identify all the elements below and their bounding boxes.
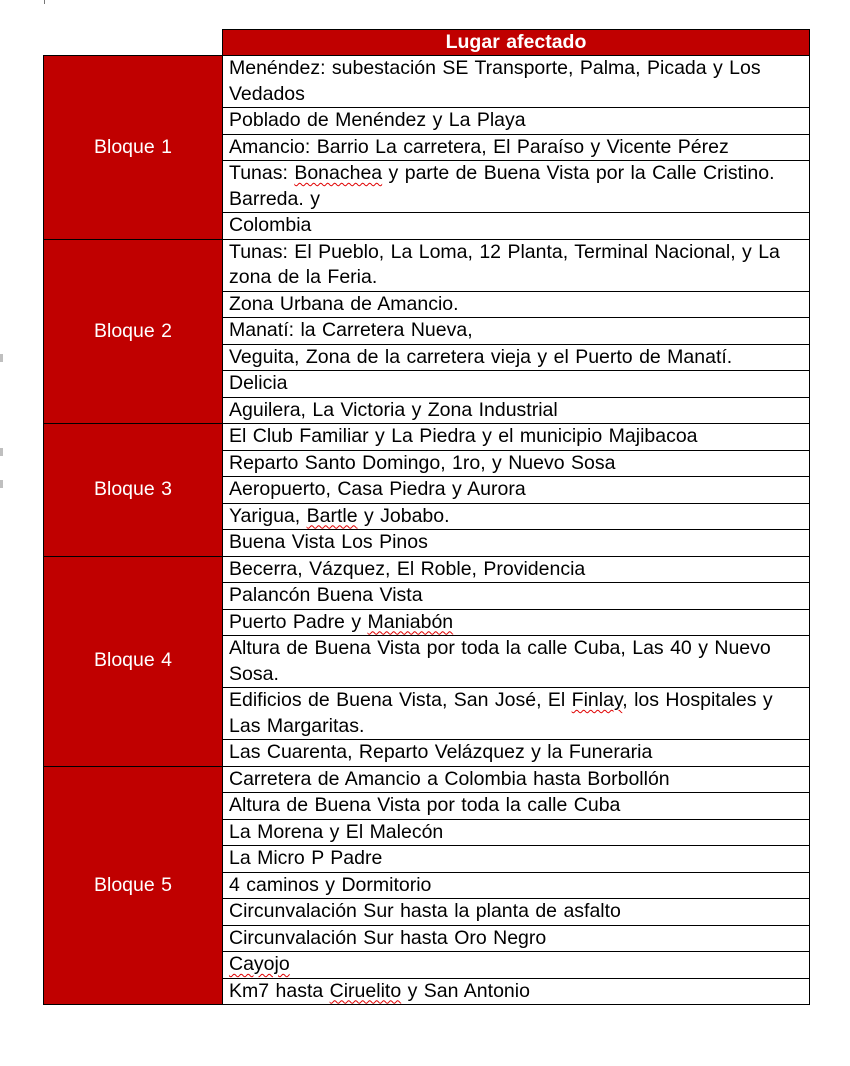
misspelled-word: Maniabón [367, 610, 454, 633]
place-cell: Altura de Buena Vista por toda la calle Cuba [223, 793, 810, 820]
misspelled-word: Finlay [571, 689, 623, 711]
place-cell [223, 609, 810, 636]
place-text-segment: y parte de Buena Vista por la Calle Cristino. Barreda. y [229, 162, 775, 210]
place-cell: El Club Familiar y La Piedra y el municipio Majibacoa [223, 424, 810, 451]
header-row [44, 30, 810, 56]
margin-tick [0, 448, 3, 456]
table-row [44, 56, 810, 108]
place-cell: Circunvalación Sur hasta la planta de asfalto [223, 899, 810, 926]
place-cell: Buena Vista Los Pinos [223, 530, 810, 557]
place-cell: Amancio: Barrio La carretera, El Paraíso y Vicente Pérez [223, 134, 810, 161]
misspelled-word: Ciruelito [329, 979, 402, 1002]
place-cell: Delicia [223, 371, 810, 398]
table-row [44, 239, 810, 291]
place-cell: Altura de Buena Vista por toda la calle Cuba, Las 40 y Nuevo Sosa. [223, 636, 810, 688]
place-cell: Circunvalación Sur hasta Oro Negro [223, 925, 810, 952]
place-cell: Veguita, Zona de la carretera vieja y el Puerto de Manatí. [223, 344, 810, 371]
empty-corner-cell [44, 30, 223, 56]
table-body [44, 56, 810, 1005]
misspelled-word: Bonachea [294, 162, 383, 184]
place-text-segment: y San Antonio [401, 979, 530, 1002]
margin-tick [0, 354, 3, 362]
place-text-segment: Puerto Padre y [229, 610, 368, 633]
margin-tick [0, 480, 3, 488]
place-cell: Tunas: El Pueblo, La Loma, 12 Planta, Terminal Nacional, y La zona de la Feria. [223, 239, 810, 291]
table-row [44, 424, 810, 451]
block-label-cell: Bloque 4 [44, 556, 223, 766]
table-row [44, 766, 810, 793]
place-text-segment: Edificios de Buena Vista, San José, El [229, 689, 572, 711]
block-label-cell: Bloque 2 [44, 239, 223, 424]
place-cell: Becerra, Vázquez, El Roble, Providencia [223, 556, 810, 583]
place-text-segment: Tunas: [229, 162, 295, 184]
place-text-segment: Km7 hasta [229, 979, 330, 1002]
place-cell: 4 caminos y Dormitorio [223, 872, 810, 899]
place-cell: La Morena y El Malecón [223, 819, 810, 846]
place-cell: Colombia [223, 213, 810, 240]
table-row [44, 556, 810, 583]
place-cell [223, 161, 810, 213]
place-cell [223, 978, 810, 1005]
place-text-segment: , los Hospitales y Las Margaritas. [229, 689, 773, 737]
place-text-segment: y Jobabo. [357, 504, 450, 527]
place-cell: Menéndez: subestación SE Transporte, Palma, Picada y Los Vedados [223, 56, 810, 108]
place-cell: Carretera de Amancio a Colombia hasta Borbollón [223, 766, 810, 793]
misspelled-word: Bartle [306, 504, 358, 527]
affected-places-table [43, 29, 810, 1005]
place-cell: Las Cuarenta, Reparto Velázquez y la Funeraria [223, 740, 810, 767]
page-corner-mark [44, 0, 45, 4]
place-cell: La Micro P Padre [223, 846, 810, 873]
place-cell: Palancón Buena Vista [223, 583, 810, 610]
place-cell: Manatí: la Carretera Nueva, [223, 318, 810, 345]
place-cell [223, 952, 810, 979]
misspelled-word: Cayojo [229, 953, 290, 975]
place-cell: Aeropuerto, Casa Piedra y Aurora [223, 477, 810, 504]
place-cell: Zona Urbana de Amancio. [223, 291, 810, 318]
block-label-cell: Bloque 1 [44, 56, 223, 240]
place-cell [223, 688, 810, 740]
place-cell: Reparto Santo Domingo, 1ro, y Nuevo Sosa [223, 450, 810, 477]
place-text-segment: Yarigua, [229, 504, 307, 527]
block-label-cell: Bloque 3 [44, 424, 223, 557]
block-label-cell: Bloque 5 [44, 766, 223, 1005]
place-cell: Poblado de Menéndez y La Playa [223, 108, 810, 135]
place-cell: Aguilera, La Victoria y Zona Industrial [223, 397, 810, 424]
column-header-lugar-afectado: Lugar afectado [223, 30, 810, 56]
place-cell [223, 503, 810, 530]
